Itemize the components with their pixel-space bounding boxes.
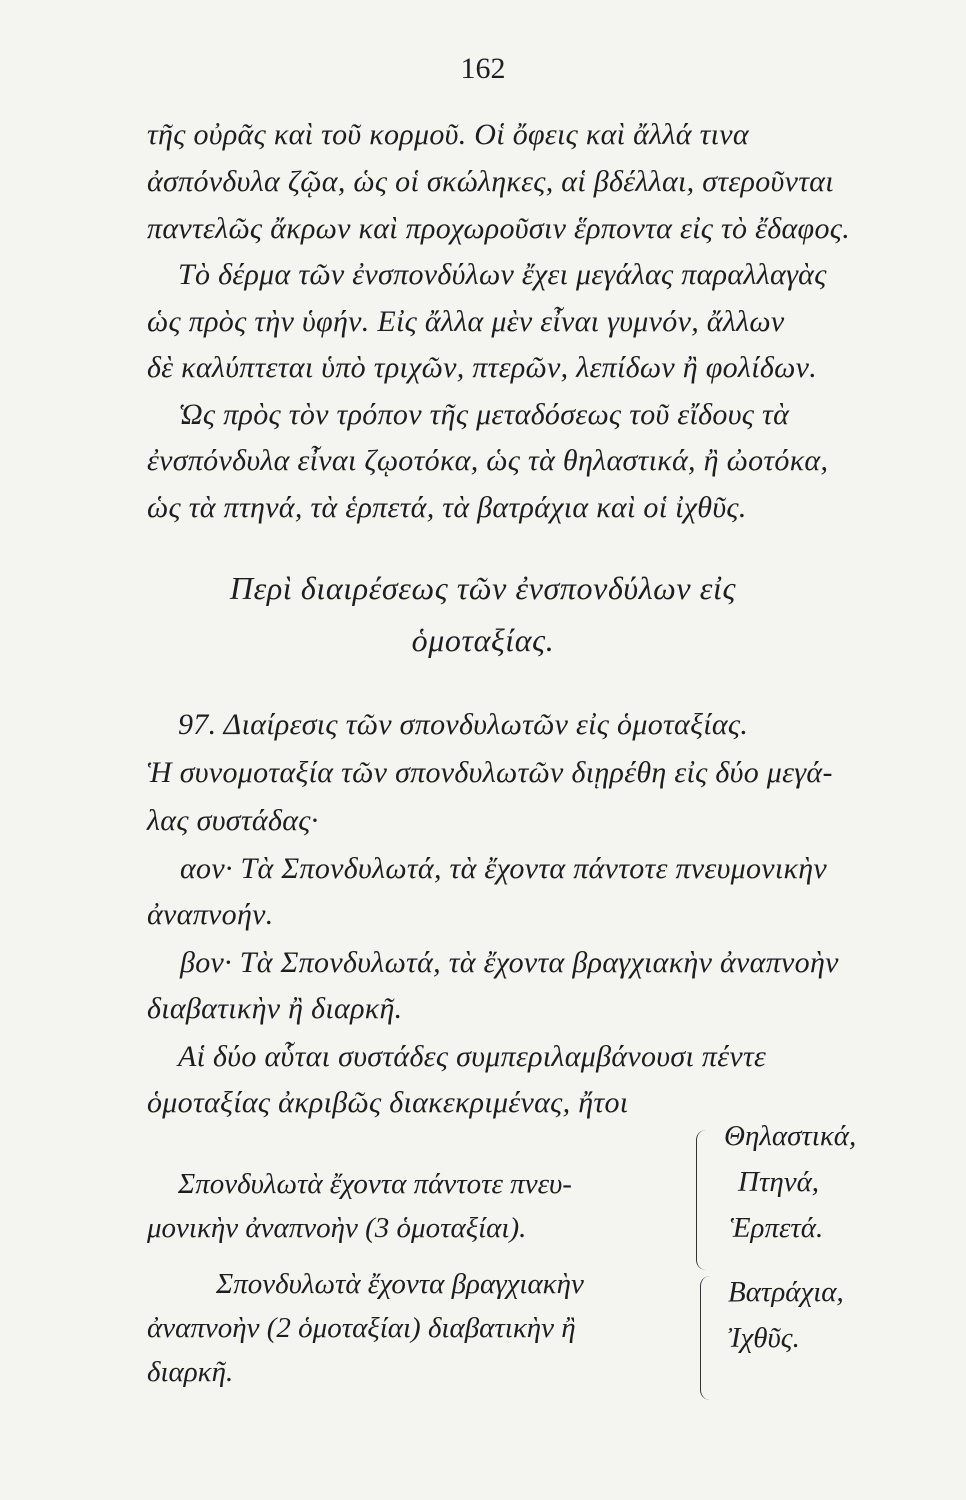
text-line: παντελῶς ἄκρων καὶ προχωροῦσιν ἕρποντα εἰς τὸ ἔδαφος.: [147, 212, 851, 245]
class-name: Βατράχια,: [728, 1276, 844, 1308]
text-line: Ὡς πρὸς τὸν τρόπον τῆς μεταδόσεως τοῦ εἴδους τὰ: [178, 398, 790, 431]
text-line: Τὸ δέρμα τῶν ἐνσπονδύλων ἔχει μεγάλας παραλλαγὰς: [178, 258, 827, 291]
group-description: Σπονδυλωτὰ ἔχοντα πάντοτε πνευ-: [178, 1168, 572, 1200]
text-line: ὡς πρὸς τὴν ὑφήν. Εἰς ἄλλα μὲν εἶναι γυμνόν, ἄλλων: [147, 305, 785, 338]
text-line: Αἱ δύο αὗται συστάδες συμπεριλαμβάνουσι πέντε: [178, 1040, 767, 1073]
text-line: λας συστάδας·: [147, 804, 319, 837]
class-name: Πτηνά,: [738, 1166, 820, 1198]
page-number: 162: [460, 52, 506, 85]
text-line: ἀσπόνδυλα ζῷα, ὡς οἱ σκώληκες, αἱ βδέλλαι, στεροῦνται: [147, 165, 834, 198]
list-item: αον· Τὰ Σπονδυλωτά, τὰ ἔχοντα πάντοτε πνευμονικὴν: [180, 852, 828, 885]
list-item: διαβατικὴν ἢ διαρκῆ.: [147, 992, 403, 1025]
class-name: Ἰχθῦς.: [728, 1322, 800, 1354]
text-line: τῆς οὐρᾶς καὶ τοῦ κορμοῦ. Οἱ ὄφεις καὶ ἄλλά τινα: [147, 118, 749, 151]
group-description: μονικὴν ἀναπνοὴν (3 ὁμοταξίαι).: [147, 1212, 527, 1244]
left-brace: [696, 1130, 707, 1270]
list-item: βον· Τὰ Σπονδυλωτά, τὰ ἔχοντα βραγχιακὴν ἀναπνοὴν: [180, 946, 839, 979]
class-name: Ἑρπετά.: [730, 1212, 824, 1244]
text-line: 97. Διαίρεσις τῶν σπονδυλωτῶν εἰς ὁμοταξίας.: [178, 708, 749, 741]
group-description: ἀναπνοὴν (2 ὁμοταξίαι) διαβατικὴν ἢ: [147, 1312, 576, 1344]
list-item: ἀναπνοήν.: [147, 898, 274, 931]
text-line: ὡς τὰ πτηνά, τὰ ἑρπετά, τὰ βατράχια καὶ οἱ ἰχθῦς.: [147, 491, 747, 524]
group-description: διαρκῆ.: [147, 1356, 234, 1388]
group-description: Σπονδυλωτὰ ἔχοντα βραγχιακὴν: [216, 1268, 584, 1300]
text-line: ὁμοταξίας ἀκριβῶς διακεκριμένας, ἤτοι: [147, 1086, 629, 1119]
text-line: Ἡ συνομοταξία τῶν σπονδυλωτῶν διῃρέθη εἰς δύο μεγά-: [147, 756, 833, 789]
section-heading: ὁμοταξίας.: [411, 622, 555, 658]
text-line: ἐνσπόνδυλα εἶναι ζῳοτόκα, ὡς τὰ θηλαστικά, ἢ ὠοτόκα,: [147, 444, 829, 477]
section-heading: Περὶ διαιρέσεως τῶν ἐνσπονδύλων εἰς: [229, 570, 737, 606]
text-line: δὲ καλύπτεται ὑπὸ τριχῶν, πτερῶν, λεπίδων ἢ φολίδων.: [147, 351, 818, 384]
class-name: Θηλαστικά,: [724, 1120, 857, 1152]
left-brace: [700, 1276, 711, 1400]
